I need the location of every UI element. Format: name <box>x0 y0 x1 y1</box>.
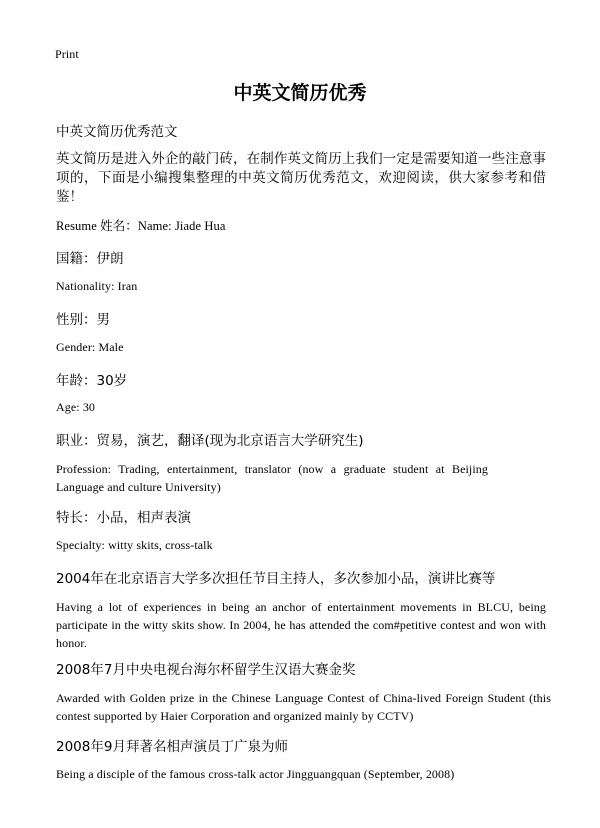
gender-en: Gender: Male <box>56 340 124 354</box>
experience-1-en: Having a lot of experiences in being an anchor of entertainment movements in BLCU, being participate in the witty skits show. In 2004, he has attended the com#petitive contest and won with honor. <box>56 600 546 650</box>
age-en: Age: 30 <box>56 400 96 414</box>
experience-2-en: Awarded with Golden prize in the Chinese Language Contest of China-lived Foreign Student (this contest supported by Haier Corporation and organized mainly by CCTV) <box>56 691 551 723</box>
specialty-en: Specialty: witty skits, cross-talk <box>56 538 213 552</box>
gender-cn: 性别：男 <box>56 312 110 328</box>
page-title: 中英文简历优秀 <box>233 82 367 104</box>
profession-en: Profession: Trading, entertainment, translator (now a graduate student at Beijing Language and culture University) <box>56 462 488 494</box>
print-label: Print <box>55 47 79 61</box>
experience-3-cn: 2008年9月拜著名相声演员丁广泉为师 <box>56 739 288 755</box>
resume-name: Resume 姓名：Name: Jiade Hua <box>56 219 226 233</box>
intro-paragraph: 英文简历是进入外企的敲门砖，在制作英文简历上我们一定是需要知道一些注意事项的，下面是小编搜集整理的中英文简历优秀范文，欢迎阅读，供大家参考和借鉴！ <box>56 151 546 205</box>
specialty-cn: 特长：小品，相声表演 <box>56 510 191 526</box>
experience-1-cn: 2004年在北京语言大学多次担任节目主持人，多次参加小品，演讲比赛等 <box>56 571 496 587</box>
document-subtitle: 中英文简历优秀范文 <box>56 124 178 140</box>
nationality-cn: 国籍：伊朗 <box>56 251 124 267</box>
experience-2-cn: 2008年7月中央电视台海尔杯留学生汉语大赛金奖 <box>56 662 356 678</box>
experience-3-en: Being a disciple of the famous cross-talk actor Jingguangquan (September, 2008) <box>56 767 455 781</box>
profession-cn: 职业：贸易，演艺，翻译(现为北京语言大学研究生) <box>56 433 364 449</box>
age-cn: 年龄：30岁 <box>56 373 128 389</box>
nationality-en: Nationality: Iran <box>56 279 138 293</box>
